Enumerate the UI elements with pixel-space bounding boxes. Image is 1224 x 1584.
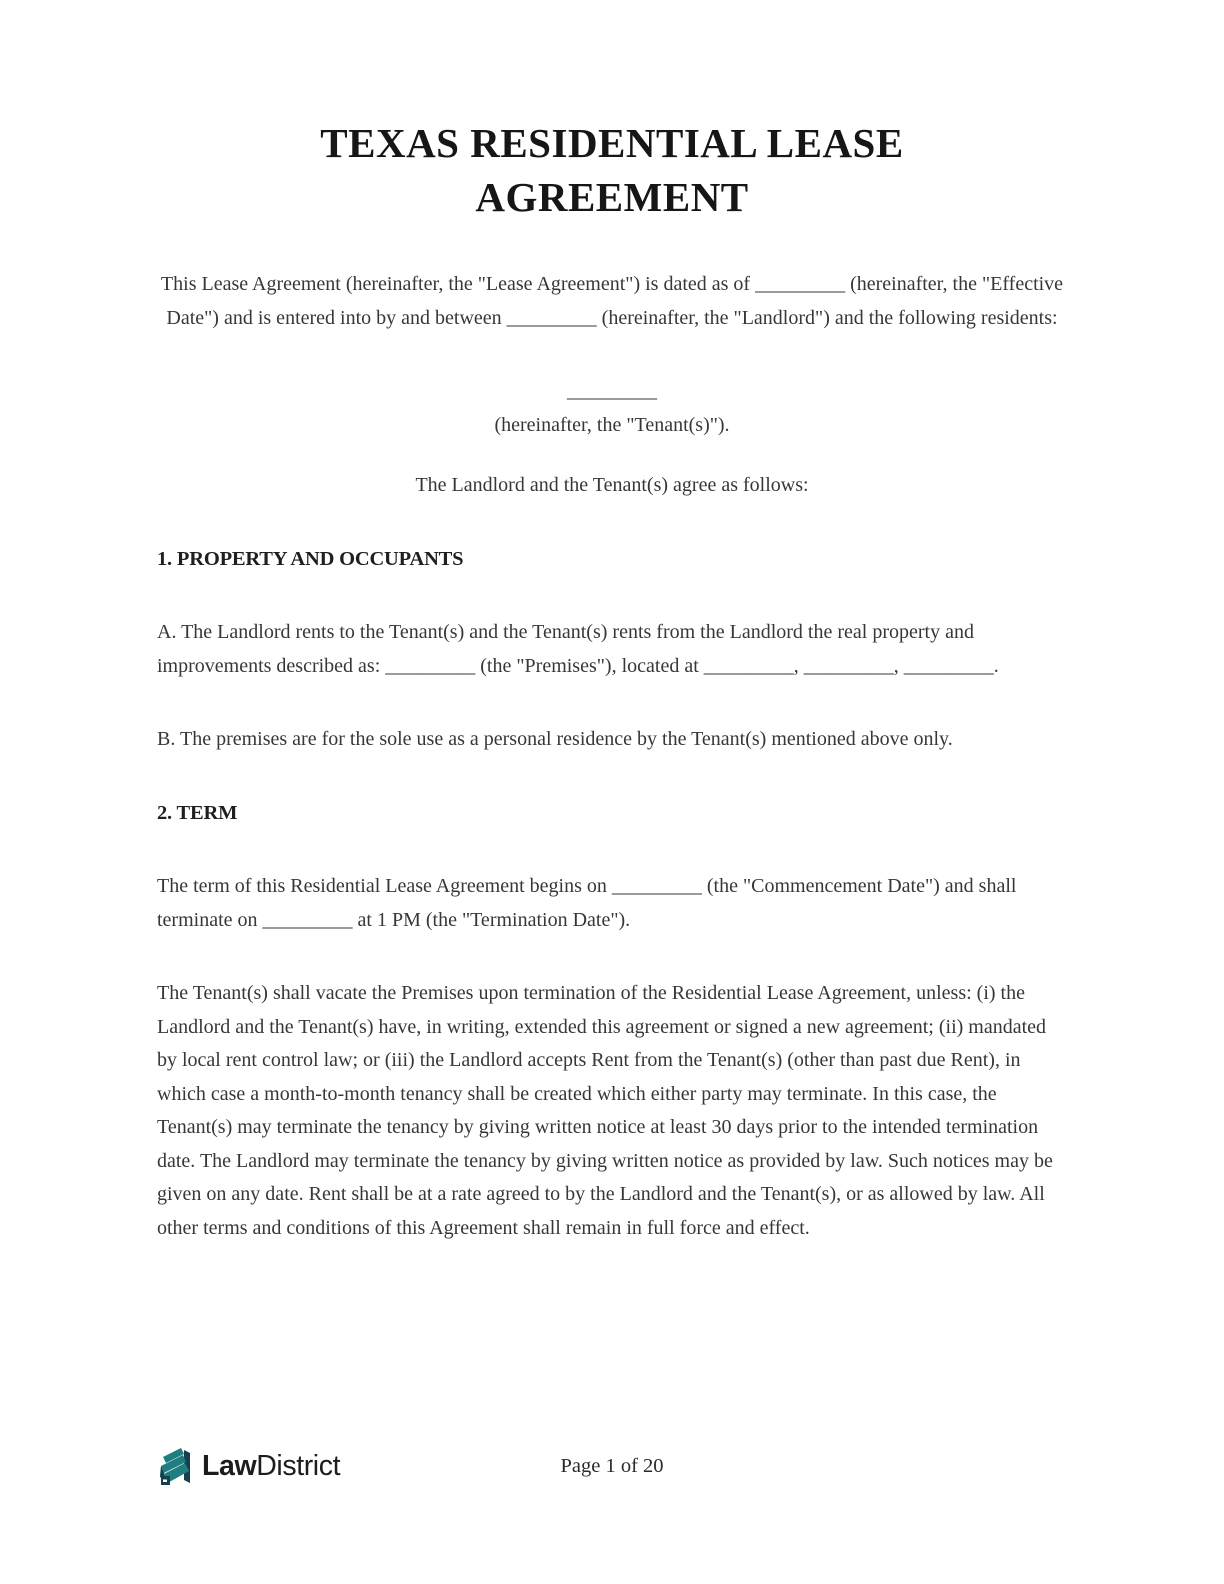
page-number: Page 1 of 20 [560,1455,664,1477]
wordmark-law: Law [202,1449,257,1482]
lawdistrict-wordmark [202,1450,340,1483]
agreement-lead-in: The Landlord and the Tenant(s) agree as follows: [415,474,809,496]
section-2-paragraph-vacate: The Tenant(s) shall vacate the Premises upon termination of the Residential Lease Agreement, unless: (i) the Landlord and the Tenant(s) have, in writing, extended this agreement or signed a new agreement; (ii) mandated by local rent control law; or (iii) the Landlord accepts Rent from the Tenant(s) (other than past due Rent), in which case a month-to-month tenancy shall be created which either party may terminate. In this case, the Tenant(s) may terminate the tenancy by giving written notice at least 30 days prior to the intended termination date. The Landlord may terminate the tenancy by giving written notice as provided by law. Such notices may be given on any date. Rent shall be at a rate agreed to by the Landlord and the Tenant(s), or as allowed by law. All other terms and conditions of this Agreement shall remain in full force and effect. [157,982,1053,1239]
tenant-name-block [157,375,1067,442]
section-1-paragraph-b: B. The premises are for the sole use as a personal residence by the Tenant(s) mentioned above only. [157,728,953,750]
tenant-designation-line: (hereinafter, the "Tenant(s)"). [494,413,730,436]
lawdistrict-stacked-documents-icon [157,1445,195,1487]
section-1-heading: 1. PROPERTY AND OCCUPANTS [157,547,464,570]
section-2-paragraph-term: The term of this Residential Lease Agreement begins on _________ (the "Commencement Date") and shall terminate on _________ at 1 PM (the "Termination Date"). [157,875,1017,931]
wordmark-district: District [256,1449,341,1482]
intro-paragraph: This Lease Agreement (hereinafter, the "Lease Agreement") is dated as of _________ (hereinafter, the "Effective Date") and is entered into by and between _________ (hereinafter, the "Landlord") and the following residents: [160,273,1064,329]
section-2-heading: 2. TERM [157,801,238,824]
document-title: TEXAS RESIDENTIAL LEASE AGREEMENT [320,120,904,220]
section-1-paragraph-a: A. The Landlord rents to the Tenant(s) and the Tenant(s) rents from the Landlord the real property and improvements described as: _________ (the "Premises"), located at _________, _________, _________. [157,621,999,677]
page-footer [0,1438,1224,1494]
tenant-name-blank: _________ [567,380,657,402]
lawdistrict-logo [157,1445,340,1487]
